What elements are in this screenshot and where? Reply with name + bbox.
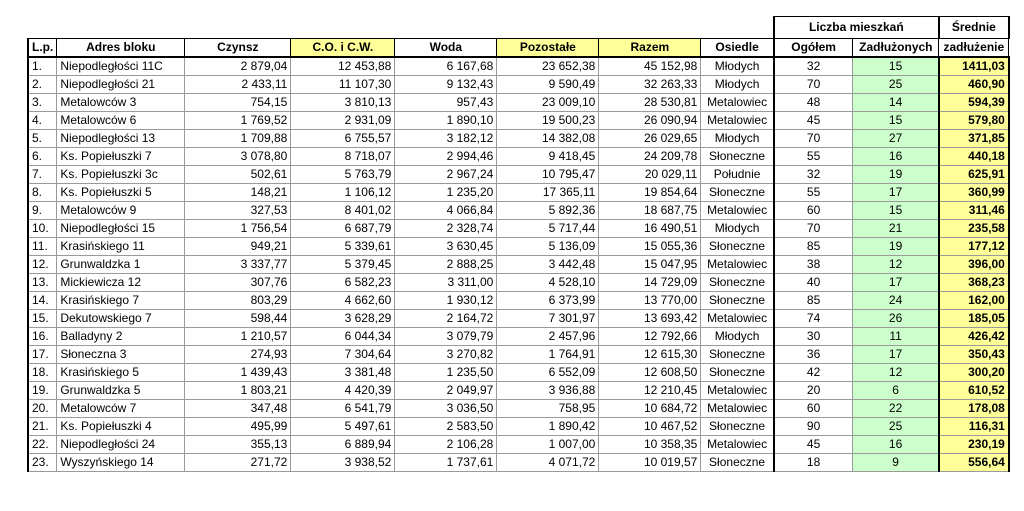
cell-lp: 12.	[28, 256, 57, 274]
cell-osiedle: Południe	[701, 166, 774, 184]
cell-srednie: 556,64	[939, 454, 1009, 472]
cell-woda: 3 182,12	[395, 130, 497, 148]
table-row	[28, 346, 1009, 364]
cell-co-cw: 6 755,57	[291, 130, 395, 148]
cell-adres: Niepodległości 11C	[57, 57, 185, 76]
cell-pozostale: 5 717,44	[497, 220, 599, 238]
cell-razem: 10 019,57	[599, 454, 701, 472]
cell-adres: Niepodległości 13	[57, 130, 185, 148]
cell-zadluzonych: 22	[853, 400, 939, 418]
cell-srednie: 360,99	[939, 184, 1009, 202]
cell-zadluzonych: 16	[853, 148, 939, 166]
cell-ogolem: 48	[774, 94, 853, 112]
cell-osiedle: Metalowiec	[701, 112, 774, 130]
col-co-cw: C.O. i C.W.	[291, 39, 395, 58]
cell-razem: 15 055,36	[599, 238, 701, 256]
cell-razem: 13 693,42	[599, 310, 701, 328]
cell-lp: 4.	[28, 112, 57, 130]
cell-razem: 12 615,30	[599, 346, 701, 364]
cell-pozostale: 6 373,99	[497, 292, 599, 310]
cell-adres: Dekutowskiego 7	[57, 310, 185, 328]
cell-zadluzonych: 19	[853, 166, 939, 184]
cell-adres: Niepodległości 24	[57, 436, 185, 454]
cell-co-cw: 3 938,52	[291, 454, 395, 472]
cell-adres: Grunwaldzka 5	[57, 382, 185, 400]
cell-razem: 28 530,81	[599, 94, 701, 112]
cell-zadluzonych: 17	[853, 346, 939, 364]
cell-pozostale: 1 890,42	[497, 418, 599, 436]
cell-pozostale: 9 418,45	[497, 148, 599, 166]
cell-lp: 8.	[28, 184, 57, 202]
cell-czynsz: 1 769,52	[185, 112, 291, 130]
cell-co-cw: 4 662,60	[291, 292, 395, 310]
cell-zadluzonych: 12	[853, 364, 939, 382]
cell-lp: 21.	[28, 418, 57, 436]
table-row	[28, 328, 1009, 346]
cell-woda: 1 235,50	[395, 364, 497, 382]
header-liczba-mieszkan: Liczba mieszkań	[774, 17, 939, 39]
cell-czynsz: 3 078,80	[185, 148, 291, 166]
cell-adres: Krasińskiego 11	[57, 238, 185, 256]
cell-ogolem: 40	[774, 274, 853, 292]
cell-lp: 7.	[28, 166, 57, 184]
cell-czynsz: 598,44	[185, 310, 291, 328]
cell-osiedle: Metalowiec	[701, 256, 774, 274]
cell-czynsz: 495,99	[185, 418, 291, 436]
cell-lp: 14.	[28, 292, 57, 310]
header-group-row	[28, 17, 1009, 39]
cell-srednie: 311,46	[939, 202, 1009, 220]
cell-ogolem: 55	[774, 184, 853, 202]
col-zadluzenie: zadłużenie	[939, 39, 1009, 58]
table-row	[28, 166, 1009, 184]
cell-woda: 1 890,10	[395, 112, 497, 130]
table-row	[28, 274, 1009, 292]
cell-ogolem: 30	[774, 328, 853, 346]
cell-razem: 18 687,75	[599, 202, 701, 220]
cell-pozostale: 6 552,09	[497, 364, 599, 382]
cell-woda: 2 888,25	[395, 256, 497, 274]
col-adres: Adres bloku	[57, 39, 185, 58]
debt-table	[27, 16, 1010, 472]
cell-woda: 3 036,50	[395, 400, 497, 418]
cell-osiedle: Metalowiec	[701, 436, 774, 454]
cell-srednie: 185,05	[939, 310, 1009, 328]
header-srednie: Średnie	[939, 17, 1009, 39]
cell-srednie: 1411,03	[939, 57, 1009, 76]
col-woda: Woda	[395, 39, 497, 58]
col-czynsz: Czynsz	[185, 39, 291, 58]
cell-adres: Grunwaldzka 1	[57, 256, 185, 274]
cell-zadluzonych: 15	[853, 112, 939, 130]
cell-co-cw: 8 401,02	[291, 202, 395, 220]
cell-co-cw: 6 044,34	[291, 328, 395, 346]
table-row	[28, 57, 1009, 76]
cell-ogolem: 45	[774, 112, 853, 130]
cell-czynsz: 347,48	[185, 400, 291, 418]
cell-woda: 3 079,79	[395, 328, 497, 346]
cell-lp: 5.	[28, 130, 57, 148]
cell-woda: 2 049,97	[395, 382, 497, 400]
cell-adres: Niepodległości 21	[57, 76, 185, 94]
cell-srednie: 230,19	[939, 436, 1009, 454]
cell-lp: 10.	[28, 220, 57, 238]
cell-ogolem: 55	[774, 148, 853, 166]
table-row	[28, 292, 1009, 310]
table-row	[28, 454, 1009, 472]
cell-osiedle: Metalowiec	[701, 382, 774, 400]
cell-ogolem: 32	[774, 166, 853, 184]
cell-co-cw: 5 497,61	[291, 418, 395, 436]
cell-razem: 14 729,09	[599, 274, 701, 292]
cell-lp: 18.	[28, 364, 57, 382]
cell-co-cw: 7 304,64	[291, 346, 395, 364]
cell-ogolem: 70	[774, 130, 853, 148]
cell-adres: Słoneczna 3	[57, 346, 185, 364]
cell-ogolem: 32	[774, 57, 853, 76]
cell-srednie: 368,23	[939, 274, 1009, 292]
cell-woda: 2 583,50	[395, 418, 497, 436]
table-row	[28, 130, 1009, 148]
cell-zadluzonych: 17	[853, 274, 939, 292]
table-row	[28, 202, 1009, 220]
cell-adres: Mickiewicza 12	[57, 274, 185, 292]
header-row	[28, 39, 1009, 58]
table-row	[28, 436, 1009, 454]
cell-lp: 1.	[28, 57, 57, 76]
cell-woda: 1 930,12	[395, 292, 497, 310]
cell-czynsz: 355,13	[185, 436, 291, 454]
cell-adres: Metalowców 3	[57, 94, 185, 112]
cell-ogolem: 85	[774, 238, 853, 256]
cell-co-cw: 2 931,09	[291, 112, 395, 130]
cell-czynsz: 307,76	[185, 274, 291, 292]
cell-co-cw: 6 541,79	[291, 400, 395, 418]
cell-lp: 15.	[28, 310, 57, 328]
cell-woda: 4 066,84	[395, 202, 497, 220]
cell-zadluzonych: 17	[853, 184, 939, 202]
cell-pozostale: 4 071,72	[497, 454, 599, 472]
cell-razem: 10 467,52	[599, 418, 701, 436]
cell-adres: Metalowców 6	[57, 112, 185, 130]
table-row	[28, 148, 1009, 166]
cell-czynsz: 1 439,43	[185, 364, 291, 382]
cell-ogolem: 38	[774, 256, 853, 274]
cell-pozostale: 1 764,91	[497, 346, 599, 364]
cell-razem: 19 854,64	[599, 184, 701, 202]
cell-ogolem: 36	[774, 346, 853, 364]
cell-czynsz: 3 337,77	[185, 256, 291, 274]
cell-czynsz: 1 756,54	[185, 220, 291, 238]
cell-zadluzonych: 6	[853, 382, 939, 400]
cell-woda: 2 328,74	[395, 220, 497, 238]
table-row	[28, 94, 1009, 112]
cell-czynsz: 2 433,11	[185, 76, 291, 94]
cell-lp: 16.	[28, 328, 57, 346]
cell-adres: Balladyny 2	[57, 328, 185, 346]
cell-osiedle: Słoneczne	[701, 184, 774, 202]
cell-osiedle: Słoneczne	[701, 274, 774, 292]
cell-adres: Krasińskiego 7	[57, 292, 185, 310]
cell-osiedle: Słoneczne	[701, 418, 774, 436]
cell-ogolem: 18	[774, 454, 853, 472]
cell-srednie: 460,90	[939, 76, 1009, 94]
cell-pozostale: 23 009,10	[497, 94, 599, 112]
table-row	[28, 382, 1009, 400]
cell-osiedle: Metalowiec	[701, 94, 774, 112]
cell-razem: 26 090,94	[599, 112, 701, 130]
cell-srednie: 116,31	[939, 418, 1009, 436]
cell-zadluzonych: 19	[853, 238, 939, 256]
cell-co-cw: 8 718,07	[291, 148, 395, 166]
cell-pozostale: 14 382,08	[497, 130, 599, 148]
cell-lp: 2.	[28, 76, 57, 94]
cell-pozostale: 19 500,23	[497, 112, 599, 130]
cell-ogolem: 70	[774, 220, 853, 238]
cell-osiedle: Młodych	[701, 57, 774, 76]
cell-pozostale: 9 590,49	[497, 76, 599, 94]
cell-lp: 9.	[28, 202, 57, 220]
col-ogolem: Ogółem	[774, 39, 853, 58]
cell-razem: 10 358,35	[599, 436, 701, 454]
cell-ogolem: 20	[774, 382, 853, 400]
cell-lp: 23.	[28, 454, 57, 472]
cell-co-cw: 5 379,45	[291, 256, 395, 274]
cell-co-cw: 6 687,79	[291, 220, 395, 238]
cell-adres: Niepodległości 15	[57, 220, 185, 238]
cell-adres: Metalowców 9	[57, 202, 185, 220]
cell-srednie: 178,08	[939, 400, 1009, 418]
cell-osiedle: Metalowiec	[701, 202, 774, 220]
cell-pozostale: 23 652,38	[497, 57, 599, 76]
cell-razem: 12 608,50	[599, 364, 701, 382]
cell-pozostale: 17 365,11	[497, 184, 599, 202]
cell-woda: 3 630,45	[395, 238, 497, 256]
cell-zadluzonych: 25	[853, 76, 939, 94]
cell-woda: 6 167,68	[395, 57, 497, 76]
cell-czynsz: 803,29	[185, 292, 291, 310]
cell-adres: Ks. Popiełuszki 4	[57, 418, 185, 436]
cell-zadluzonych: 27	[853, 130, 939, 148]
table-row	[28, 418, 1009, 436]
cell-czynsz: 1 803,21	[185, 382, 291, 400]
cell-co-cw: 3 381,48	[291, 364, 395, 382]
cell-zadluzonych: 24	[853, 292, 939, 310]
col-lp: L.p.	[28, 39, 57, 58]
cell-zadluzonych: 15	[853, 202, 939, 220]
cell-srednie: 235,58	[939, 220, 1009, 238]
cell-czynsz: 1 210,57	[185, 328, 291, 346]
cell-srednie: 610,52	[939, 382, 1009, 400]
cell-srednie: 440,18	[939, 148, 1009, 166]
cell-co-cw: 3 628,29	[291, 310, 395, 328]
cell-co-cw: 1 106,12	[291, 184, 395, 202]
cell-woda: 1 235,20	[395, 184, 497, 202]
table-row	[28, 76, 1009, 94]
cell-woda: 957,43	[395, 94, 497, 112]
cell-razem: 13 770,00	[599, 292, 701, 310]
cell-lp: 3.	[28, 94, 57, 112]
cell-razem: 20 029,11	[599, 166, 701, 184]
cell-ogolem: 74	[774, 310, 853, 328]
cell-srednie: 162,00	[939, 292, 1009, 310]
table-row	[28, 310, 1009, 328]
cell-czynsz: 2 879,04	[185, 57, 291, 76]
cell-pozostale: 2 457,96	[497, 328, 599, 346]
cell-osiedle: Słoneczne	[701, 148, 774, 166]
cell-czynsz: 754,15	[185, 94, 291, 112]
cell-ogolem: 70	[774, 76, 853, 94]
table-row	[28, 112, 1009, 130]
cell-zadluzonych: 26	[853, 310, 939, 328]
cell-czynsz: 327,53	[185, 202, 291, 220]
cell-osiedle: Młodych	[701, 328, 774, 346]
cell-adres: Ks. Popiełuszki 3c	[57, 166, 185, 184]
cell-srednie: 371,85	[939, 130, 1009, 148]
cell-osiedle: Młodych	[701, 76, 774, 94]
cell-co-cw: 5 339,61	[291, 238, 395, 256]
cell-woda: 9 132,43	[395, 76, 497, 94]
cell-woda: 2 164,72	[395, 310, 497, 328]
cell-osiedle: Młodych	[701, 130, 774, 148]
cell-czynsz: 502,61	[185, 166, 291, 184]
cell-lp: 22.	[28, 436, 57, 454]
col-osiedle: Osiedle	[701, 39, 774, 58]
cell-pozostale: 758,95	[497, 400, 599, 418]
cell-pozostale: 3 442,48	[497, 256, 599, 274]
cell-woda: 2 967,24	[395, 166, 497, 184]
table-row	[28, 184, 1009, 202]
cell-pozostale: 3 936,88	[497, 382, 599, 400]
cell-woda: 3 270,82	[395, 346, 497, 364]
cell-srednie: 177,12	[939, 238, 1009, 256]
cell-razem: 32 263,33	[599, 76, 701, 94]
table-row	[28, 364, 1009, 382]
table-row	[28, 400, 1009, 418]
cell-razem: 12 792,66	[599, 328, 701, 346]
cell-razem: 24 209,78	[599, 148, 701, 166]
cell-srednie: 426,42	[939, 328, 1009, 346]
col-razem: Razem	[599, 39, 701, 58]
cell-czynsz: 148,21	[185, 184, 291, 202]
cell-woda: 2 106,28	[395, 436, 497, 454]
cell-lp: 6.	[28, 148, 57, 166]
cell-osiedle: Słoneczne	[701, 238, 774, 256]
cell-osiedle: Słoneczne	[701, 292, 774, 310]
cell-lp: 13.	[28, 274, 57, 292]
cell-woda: 1 737,61	[395, 454, 497, 472]
cell-lp: 19.	[28, 382, 57, 400]
cell-woda: 3 311,00	[395, 274, 497, 292]
cell-osiedle: Młodych	[701, 220, 774, 238]
cell-razem: 16 490,51	[599, 220, 701, 238]
cell-srednie: 579,80	[939, 112, 1009, 130]
cell-srednie: 594,39	[939, 94, 1009, 112]
cell-zadluzonych: 15	[853, 57, 939, 76]
cell-czynsz: 1 709,88	[185, 130, 291, 148]
cell-zadluzonych: 16	[853, 436, 939, 454]
cell-lp: 17.	[28, 346, 57, 364]
cell-ogolem: 42	[774, 364, 853, 382]
cell-adres: Krasińskiego 5	[57, 364, 185, 382]
cell-osiedle: Słoneczne	[701, 346, 774, 364]
cell-pozostale: 7 301,97	[497, 310, 599, 328]
cell-pozostale: 10 795,47	[497, 166, 599, 184]
cell-pozostale: 1 007,00	[497, 436, 599, 454]
cell-pozostale: 5 136,09	[497, 238, 599, 256]
cell-zadluzonych: 21	[853, 220, 939, 238]
cell-lp: 11.	[28, 238, 57, 256]
cell-czynsz: 274,93	[185, 346, 291, 364]
table-row	[28, 220, 1009, 238]
cell-czynsz: 949,21	[185, 238, 291, 256]
cell-zadluzonych: 9	[853, 454, 939, 472]
cell-pozostale: 4 528,10	[497, 274, 599, 292]
cell-osiedle: Metalowiec	[701, 310, 774, 328]
cell-pozostale: 5 892,36	[497, 202, 599, 220]
cell-razem: 45 152,98	[599, 57, 701, 76]
cell-osiedle: Słoneczne	[701, 364, 774, 382]
cell-czynsz: 271,72	[185, 454, 291, 472]
cell-co-cw: 6 889,94	[291, 436, 395, 454]
cell-ogolem: 60	[774, 400, 853, 418]
col-zadluzonych: Zadłużonych	[853, 39, 939, 58]
cell-ogolem: 90	[774, 418, 853, 436]
cell-zadluzonych: 12	[853, 256, 939, 274]
cell-srednie: 350,43	[939, 346, 1009, 364]
cell-co-cw: 6 582,23	[291, 274, 395, 292]
cell-ogolem: 60	[774, 202, 853, 220]
cell-razem: 26 029,65	[599, 130, 701, 148]
cell-co-cw: 5 763,79	[291, 166, 395, 184]
cell-srednie: 300,20	[939, 364, 1009, 382]
cell-lp: 20.	[28, 400, 57, 418]
cell-adres: Ks. Popiełuszki 7	[57, 148, 185, 166]
cell-razem: 10 684,72	[599, 400, 701, 418]
table-row	[28, 238, 1009, 256]
cell-co-cw: 11 107,30	[291, 76, 395, 94]
cell-razem: 12 210,45	[599, 382, 701, 400]
cell-zadluzonych: 25	[853, 418, 939, 436]
cell-razem: 15 047,95	[599, 256, 701, 274]
col-pozostale: Pozostałe	[497, 39, 599, 58]
cell-co-cw: 3 810,13	[291, 94, 395, 112]
cell-srednie: 625,91	[939, 166, 1009, 184]
cell-co-cw: 12 453,88	[291, 57, 395, 76]
cell-osiedle: Metalowiec	[701, 400, 774, 418]
cell-osiedle: Słoneczne	[701, 454, 774, 472]
cell-woda: 2 994,46	[395, 148, 497, 166]
cell-adres: Metalowców 7	[57, 400, 185, 418]
cell-adres: Wyszyńskiego 14	[57, 454, 185, 472]
cell-zadluzonych: 14	[853, 94, 939, 112]
cell-ogolem: 85	[774, 292, 853, 310]
cell-ogolem: 45	[774, 436, 853, 454]
cell-zadluzonych: 11	[853, 328, 939, 346]
table-row	[28, 256, 1009, 274]
cell-srednie: 396,00	[939, 256, 1009, 274]
cell-co-cw: 4 420,39	[291, 382, 395, 400]
cell-adres: Ks. Popiełuszki 5	[57, 184, 185, 202]
